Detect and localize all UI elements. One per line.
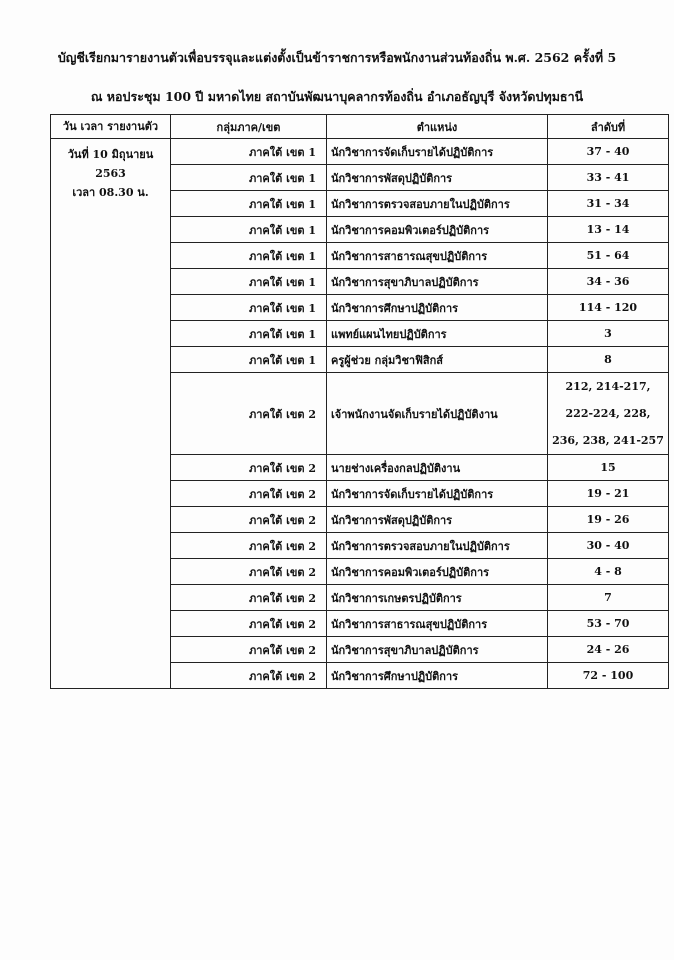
table-row bbox=[51, 139, 669, 165]
header-group: กลุ่มภาค/เขต bbox=[171, 115, 327, 139]
rank-cell: 114 - 120 bbox=[548, 295, 669, 321]
document-title: บัญชีเรียกมารายงานตัวเพื่อบรรจุและแต่งตั้งเป็นข้าราชการหรือพนักงานส่วนท้องถิ่น พ.ศ. 2562 ครั้งที่ 5 bbox=[57, 50, 617, 65]
group-cell: ภาคใต้ เขต 1 bbox=[171, 243, 327, 269]
position-cell: นักวิชาการพัสดุปฏิบัติการ bbox=[327, 165, 548, 191]
group-cell: ภาคใต้ เขต 1 bbox=[171, 139, 327, 165]
report-datetime-cell bbox=[51, 139, 171, 689]
rank-cell: 37 - 40 bbox=[548, 139, 669, 165]
position-cell: นักวิชาการศึกษาปฏิบัติการ bbox=[327, 295, 548, 321]
table-header-row bbox=[51, 115, 669, 139]
position-cell: นักวิชาการพัสดุปฏิบัติการ bbox=[327, 507, 548, 533]
group-cell: ภาคใต้ เขต 1 bbox=[171, 191, 327, 217]
roster-table bbox=[50, 114, 669, 689]
rank-cell: 30 - 40 bbox=[548, 533, 669, 559]
rank-cell: 51 - 64 bbox=[548, 243, 669, 269]
group-cell: ภาคใต้ เขต 1 bbox=[171, 321, 327, 347]
header-date: วัน เวลา รายงานตัว bbox=[51, 115, 171, 139]
group-cell: ภาคใต้ เขต 2 bbox=[171, 663, 327, 689]
position-cell: นักวิชาการศึกษาปฏิบัติการ bbox=[327, 663, 548, 689]
group-cell: ภาคใต้ เขต 2 bbox=[171, 533, 327, 559]
group-cell: ภาคใต้ เขต 2 bbox=[171, 559, 327, 585]
header-rank: ลำดับที่ bbox=[548, 115, 669, 139]
position-cell: นักวิชาการจัดเก็บรายได้ปฏิบัติการ bbox=[327, 481, 548, 507]
rank-cell: 8 bbox=[548, 347, 669, 373]
group-cell: ภาคใต้ เขต 1 bbox=[171, 295, 327, 321]
position-cell: นักวิชาการสุขาภิบาลปฏิบัติการ bbox=[327, 637, 548, 663]
position-cell: นักวิชาการจัดเก็บรายได้ปฏิบัติการ bbox=[327, 139, 548, 165]
rank-cell: 72 - 100 bbox=[548, 663, 669, 689]
position-cell: นักวิชาการตรวจสอบภายในปฏิบัติการ bbox=[327, 191, 548, 217]
position-cell: ครูผู้ช่วย กลุ่มวิชาฟิสิกส์ bbox=[327, 347, 548, 373]
group-cell: ภาคใต้ เขต 2 bbox=[171, 481, 327, 507]
rank-cell: 19 - 26 bbox=[548, 507, 669, 533]
group-cell: ภาคใต้ เขต 1 bbox=[171, 269, 327, 295]
position-cell: นักวิชาการสาธารณสุขปฏิบัติการ bbox=[327, 611, 548, 637]
group-cell: ภาคใต้ เขต 1 bbox=[171, 217, 327, 243]
position-cell: นักวิชาการคอมพิวเตอร์ปฏิบัติการ bbox=[327, 559, 548, 585]
rank-cell: 34 - 36 bbox=[548, 269, 669, 295]
document-subtitle: ณ หอประชุม 100 ปี มหาดไทย สถาบันพัฒนาบุคลากรท้องถิ่น อำเภอธัญบุรี จังหวัดปทุมธานี bbox=[90, 89, 584, 104]
rank-cell: 7 bbox=[548, 585, 669, 611]
rank-cell: 15 bbox=[548, 455, 669, 481]
group-cell: ภาคใต้ เขต 2 bbox=[171, 373, 327, 455]
position-cell: แพทย์แผนไทยปฏิบัติการ bbox=[327, 321, 548, 347]
group-cell: ภาคใต้ เขต 2 bbox=[171, 455, 327, 481]
rank-cell: 4 - 8 bbox=[548, 559, 669, 585]
rank-cell bbox=[548, 373, 669, 455]
group-cell: ภาคใต้ เขต 1 bbox=[171, 165, 327, 191]
position-cell: นักวิชาการตรวจสอบภายในปฏิบัติการ bbox=[327, 533, 548, 559]
rank-line: 212, 214-217, bbox=[565, 380, 651, 393]
position-cell: นักวิชาการคอมพิวเตอร์ปฏิบัติการ bbox=[327, 217, 548, 243]
group-cell: ภาคใต้ เขต 2 bbox=[171, 585, 327, 611]
group-cell: ภาคใต้ เขต 2 bbox=[171, 637, 327, 663]
group-cell: ภาคใต้ เขต 2 bbox=[171, 507, 327, 533]
rank-cell: 31 - 34 bbox=[548, 191, 669, 217]
position-cell: เจ้าพนักงานจัดเก็บรายได้ปฏิบัติงาน bbox=[327, 373, 548, 455]
rank-line: 222-224, 228, bbox=[565, 407, 651, 420]
rank-cell: 3 bbox=[548, 321, 669, 347]
rank-cell: 53 - 70 bbox=[548, 611, 669, 637]
rank-cell: 24 - 26 bbox=[548, 637, 669, 663]
rank-cell: 33 - 41 bbox=[548, 165, 669, 191]
position-cell: นักวิชาการเกษตรปฏิบัติการ bbox=[327, 585, 548, 611]
position-cell: นักวิชาการสุขาภิบาลปฏิบัติการ bbox=[327, 269, 548, 295]
header-position: ตำแหน่ง bbox=[327, 115, 548, 139]
report-date: วันที่ 10 มิถุนายน 2563 bbox=[67, 148, 154, 180]
rank-cell: 13 - 14 bbox=[548, 217, 669, 243]
group-cell: ภาคใต้ เขต 2 bbox=[171, 611, 327, 637]
position-cell: นายช่างเครื่องกลปฏิบัติงาน bbox=[327, 455, 548, 481]
report-time: เวลา 08.30 น. bbox=[72, 186, 149, 199]
group-cell: ภาคใต้ เขต 1 bbox=[171, 347, 327, 373]
position-cell: นักวิชาการสาธารณสุขปฏิบัติการ bbox=[327, 243, 548, 269]
rank-cell: 19 - 21 bbox=[548, 481, 669, 507]
rank-line: 236, 238, 241-257 bbox=[552, 434, 664, 447]
